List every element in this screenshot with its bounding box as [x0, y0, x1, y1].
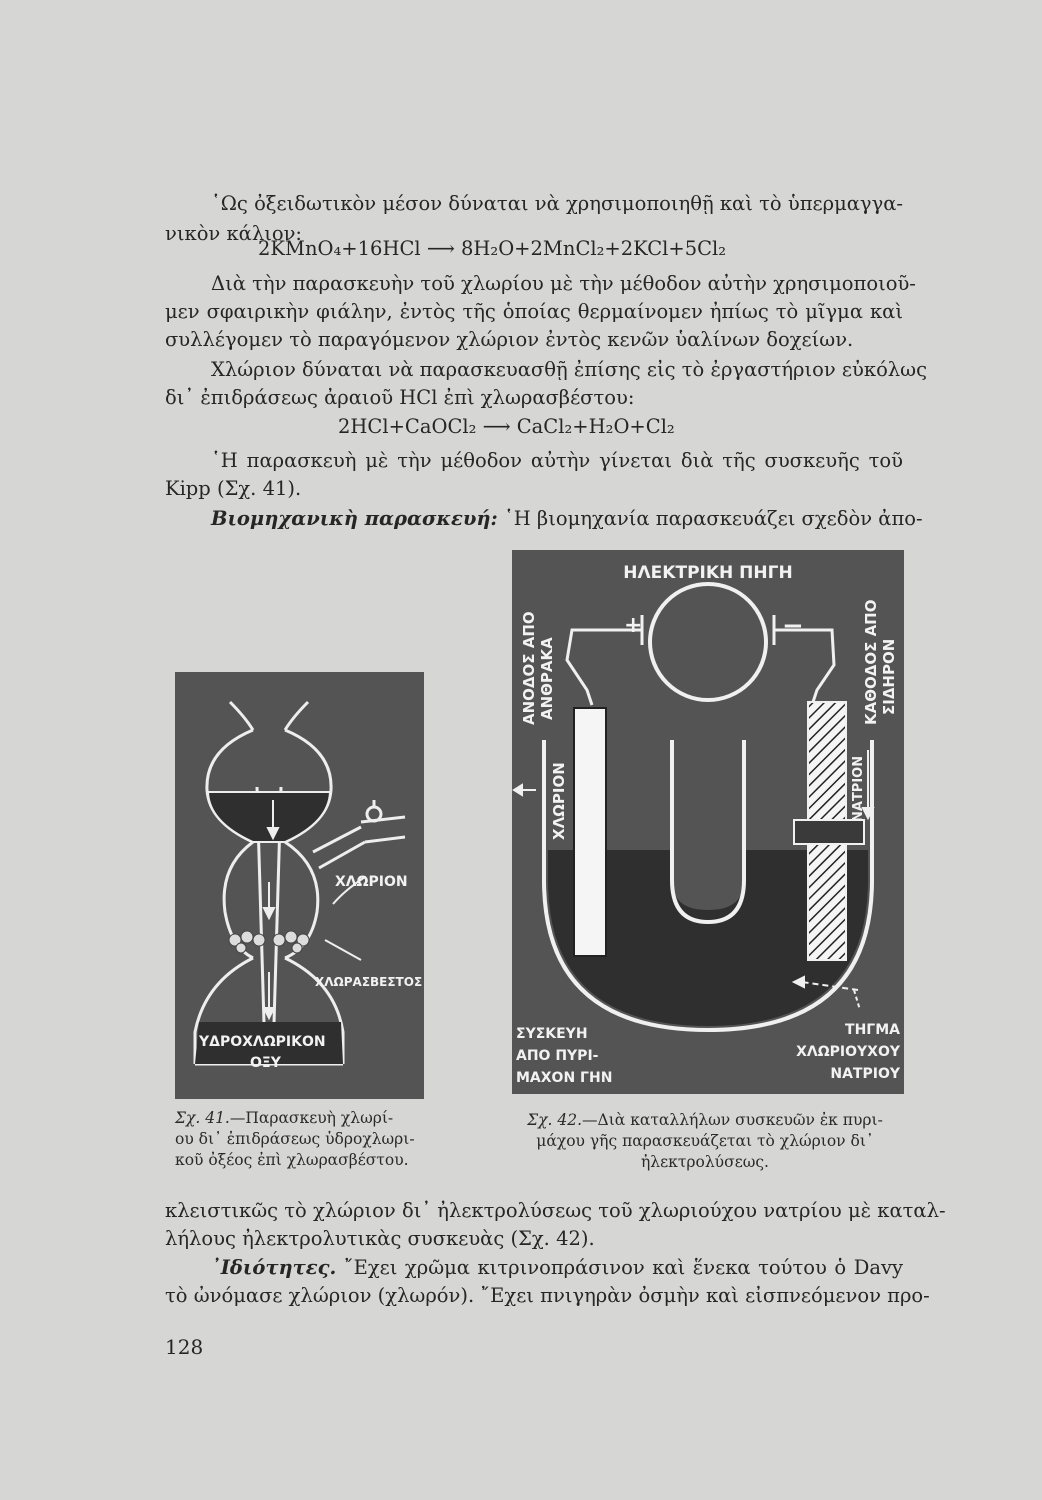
- label-plus: +: [624, 613, 643, 638]
- label-cathode-2: ΣΙΔΗΡΟΝ: [880, 638, 898, 715]
- label-anode-1: ΑΝΟΔΟΣ ΑΠΟ: [520, 611, 538, 725]
- label-vessel-1: ΣΥΣΚΕΥΗ: [516, 1026, 588, 1042]
- label-melt-2: ΧΛΩΡΙΟΥΧΟΥ: [796, 1044, 900, 1060]
- caption-line: κοῦ ὀξέος ἐπὶ χλωρασβέστου.: [175, 1151, 409, 1169]
- caption-line: ἠλεκτρολύσεως.: [641, 1153, 769, 1171]
- label-chlorine-gas: ΧΛΩΡΙΟΝ: [550, 762, 568, 840]
- label-chlorine: ΧΛΩΡΙΟΝ: [335, 874, 408, 890]
- equation-kmno4: 2KMnO₄+16HCl ⟶ 8H₂O+2MnCl₂+2KCl+5Cl₂: [258, 237, 727, 260]
- caption-line: Σχ. 41.—Παρασκευὴ χλωρί-: [175, 1109, 394, 1127]
- paragraph-line: Kipp (Σχ. 41).: [165, 477, 302, 500]
- label-power-source: ΗΛΕΚΤΡΙΚΗ ΠΗΓΗ: [623, 563, 793, 583]
- figure-42-electrolysis: [512, 550, 904, 1094]
- paragraph-text: ῎Εχει χρῶμα κιτρινοπράσινον καὶ ἕνεκα τούτου ὁ Davy: [343, 1256, 904, 1279]
- figure-41-kipp-apparatus: [175, 672, 424, 1099]
- label-cathode-1: ΚΑΘΟΔΟΣ ΑΠΟ: [862, 599, 880, 725]
- figure-41-caption: [175, 1108, 430, 1171]
- paragraph-line: ῾Ως ὀξειδωτικὸν μέσον δύναται νὰ χρησιμοποιηθῇ καὶ τὸ ὑπερμαγγα-: [211, 192, 903, 215]
- caption-label: Σχ. 42.: [527, 1111, 583, 1129]
- label-anode-2: ΑΝΘΡΑΚΑ: [538, 637, 556, 720]
- label-melt-1: ΤΗΓΜΑ: [845, 1022, 900, 1038]
- equation-caocl2: 2HCl+CaOCl₂ ⟶ CaCl₂+H₂O+Cl₂: [338, 415, 675, 438]
- caption-line: μάχου γῆς παρασκευάζεται τὸ χλώριον δι᾿: [536, 1132, 874, 1150]
- label-melt-3: ΝΑΤΡΙΟΥ: [830, 1066, 900, 1082]
- electrolysis-labels: [512, 550, 904, 1094]
- label-vessel-3: ΜΑΧΟΝ ΓΗΝ: [516, 1070, 613, 1086]
- paragraph-line: ῾Η παρασκευὴ μὲ τὴν μέθοδον αὐτὴν γίνεται διὰ τῆς συσκευῆς τοῦ: [211, 449, 903, 472]
- kipp-labels: [175, 672, 424, 1099]
- paragraph-text: ῾Η βιομηχανία παρασκευάζει σχεδὸν ἀπο-: [503, 507, 923, 530]
- label-acid-2: ΟΞΥ: [250, 1055, 281, 1071]
- paragraph-line-industrial: [211, 505, 923, 533]
- paragraph-line: μεν σφαιρικὴν φιάλην, ἐντὸς τῆς ὁποίας θερμαίνομεν ἠπίως τὸ μῖγμα καὶ: [165, 300, 903, 323]
- page-number: 128: [165, 1335, 204, 1359]
- paragraph-line: συλλέγομεν τὸ παραγόμενον χλώριον ἐντὸς κενῶν ὑαλίνων δοχείων.: [165, 328, 854, 351]
- caption-line: Σχ. 42.—Διὰ καταλλήλων συσκευῶν ἐκ πυρι-: [527, 1111, 883, 1129]
- paragraph-line: λήλους ἠλεκτρολυτικὰς συσκευὰς (Σχ. 42).: [165, 1227, 595, 1250]
- paragraph-line: κλειστικῶς τὸ χλώριον δι᾿ ἠλεκτρολύσεως τοῦ χλωριούχου νατρίου μὲ καταλ-: [165, 1199, 946, 1222]
- section-heading-properties: ᾿Ιδιότητες.: [211, 1256, 337, 1279]
- paragraph-line: τὸ ὠνόμασε χλώριον (χλωρόν). ῎Εχει πνιγηρὰν ὀσμὴν καὶ εἰσπνεόμενον προ-: [165, 1284, 930, 1307]
- paragraph-line: Διὰ τὴν παρασκευὴν τοῦ χλωρίου μὲ τὴν μέθοδον αὐτὴν χρησιμοποιοῦ-: [211, 272, 916, 295]
- figure-42-caption: [505, 1110, 905, 1173]
- label-bleach: ΧΛΩΡΑΣΒΕΣΤΟΣ: [315, 975, 423, 989]
- caption-line: ου δι᾿ ἐπιδράσεως ὑδροχλωρι-: [175, 1130, 415, 1148]
- paragraph-line: δι᾿ ἐπιδράσεως ἀραιοῦ HCl ἐπὶ χλωρασβέστου:: [165, 386, 635, 409]
- label-minus: −: [782, 611, 804, 641]
- label-acid-1: ΥΔΡΟΧΛΩΡΙΚΟΝ: [199, 1034, 326, 1050]
- paragraph-line: νικὸν κάλιον:: [165, 222, 303, 245]
- section-heading-industrial: Βιομηχανικὴ παρασκευή:: [211, 507, 498, 530]
- caption-label: Σχ. 41.: [175, 1109, 230, 1127]
- label-vessel-2: ΑΠΟ ΠΥΡΙ-: [516, 1048, 599, 1064]
- label-sodium: ΝΑΤΡΙΟΝ: [851, 755, 866, 822]
- paragraph-line: Χλώριον δύναται νὰ παρασκευασθῇ ἐπίσης εἰς τὸ ἐργαστήριον εὐκόλως: [211, 358, 927, 381]
- paragraph-line-properties: [211, 1254, 903, 1282]
